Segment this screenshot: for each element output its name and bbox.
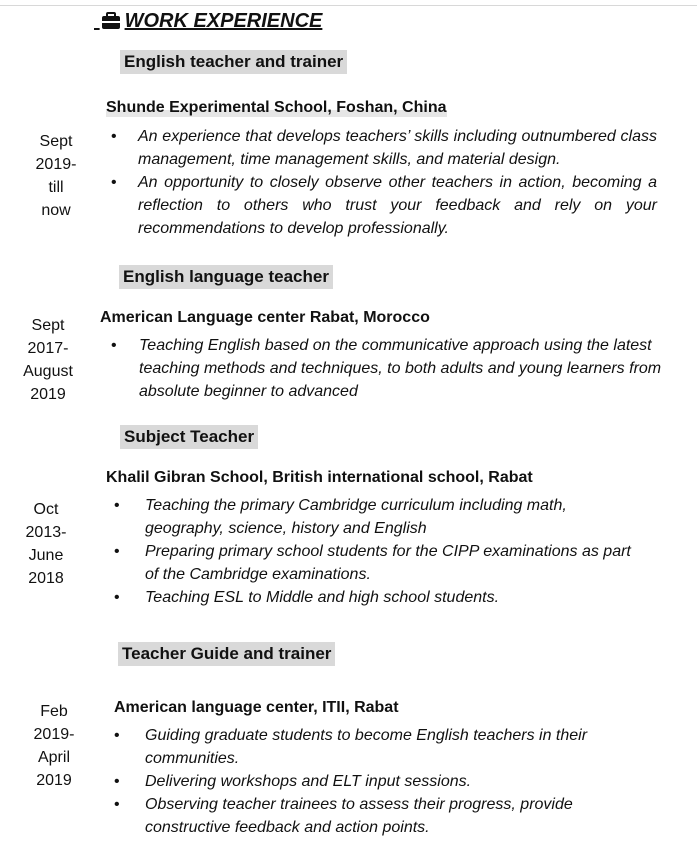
section-heading (94, 8, 322, 34)
date-range: Feb 2019- April 2019 (33, 703, 75, 789)
employer: American Language center Rabat, Morocco (100, 309, 430, 326)
list-item: • Observing teacher trainees to assess their progress, provide constructive feedback and action points. (114, 796, 573, 836)
bullet-list (105, 334, 665, 403)
list-item: • Teaching English based on the communicative approach using the latest teaching methods and techniques, to both adults and young learners from absolute beginner to advanced (111, 337, 662, 400)
list-item: • An opportunity to closely observe other teachers in action, becoming a reflection to others who trust your feedback and rely on your recommendations to develop professionally. (111, 174, 657, 237)
section-title: WORK EXPERIENCE (124, 9, 323, 32)
date-range: Sept 2019- till now (35, 133, 77, 219)
page-top-border (0, 5, 697, 6)
list-item: • Guiding graduate students to become English teachers in their communities. (114, 727, 588, 767)
bullet-list (112, 494, 647, 609)
list-item: • Preparing primary school students for the CIPP examinations as part of the Cambridge examinations. (114, 543, 631, 583)
employer: Khalil Gibran School, British international school, Rabat (106, 469, 533, 486)
job-title: Teacher Guide and trainer (118, 642, 335, 666)
job-title: Subject Teacher (120, 425, 258, 449)
job-title: English language teacher (119, 265, 333, 289)
bullet-list (112, 724, 652, 839)
list-item: • Teaching the primary Cambridge curriculum including math, geography, science, history and English (114, 497, 567, 537)
date-range: Oct 2013- June 2018 (25, 501, 67, 587)
list-item: • Teaching ESL to Middle and high school students. (114, 589, 500, 606)
briefcase-icon (101, 12, 121, 30)
bullet-list (105, 125, 657, 240)
employer: Shunde Experimental School, Foshan, China (106, 99, 447, 116)
list-item: • An experience that develops teachers’ skills including outnumbered class management, time management skills, and material design. (111, 128, 657, 168)
job-title: English teacher and trainer (120, 50, 347, 74)
employer: American language center, ITII, Rabat (114, 699, 399, 716)
date-range: Sept 2017- August 2019 (23, 317, 73, 403)
list-item: • Delivering workshops and ELT input sessions. (114, 773, 472, 790)
